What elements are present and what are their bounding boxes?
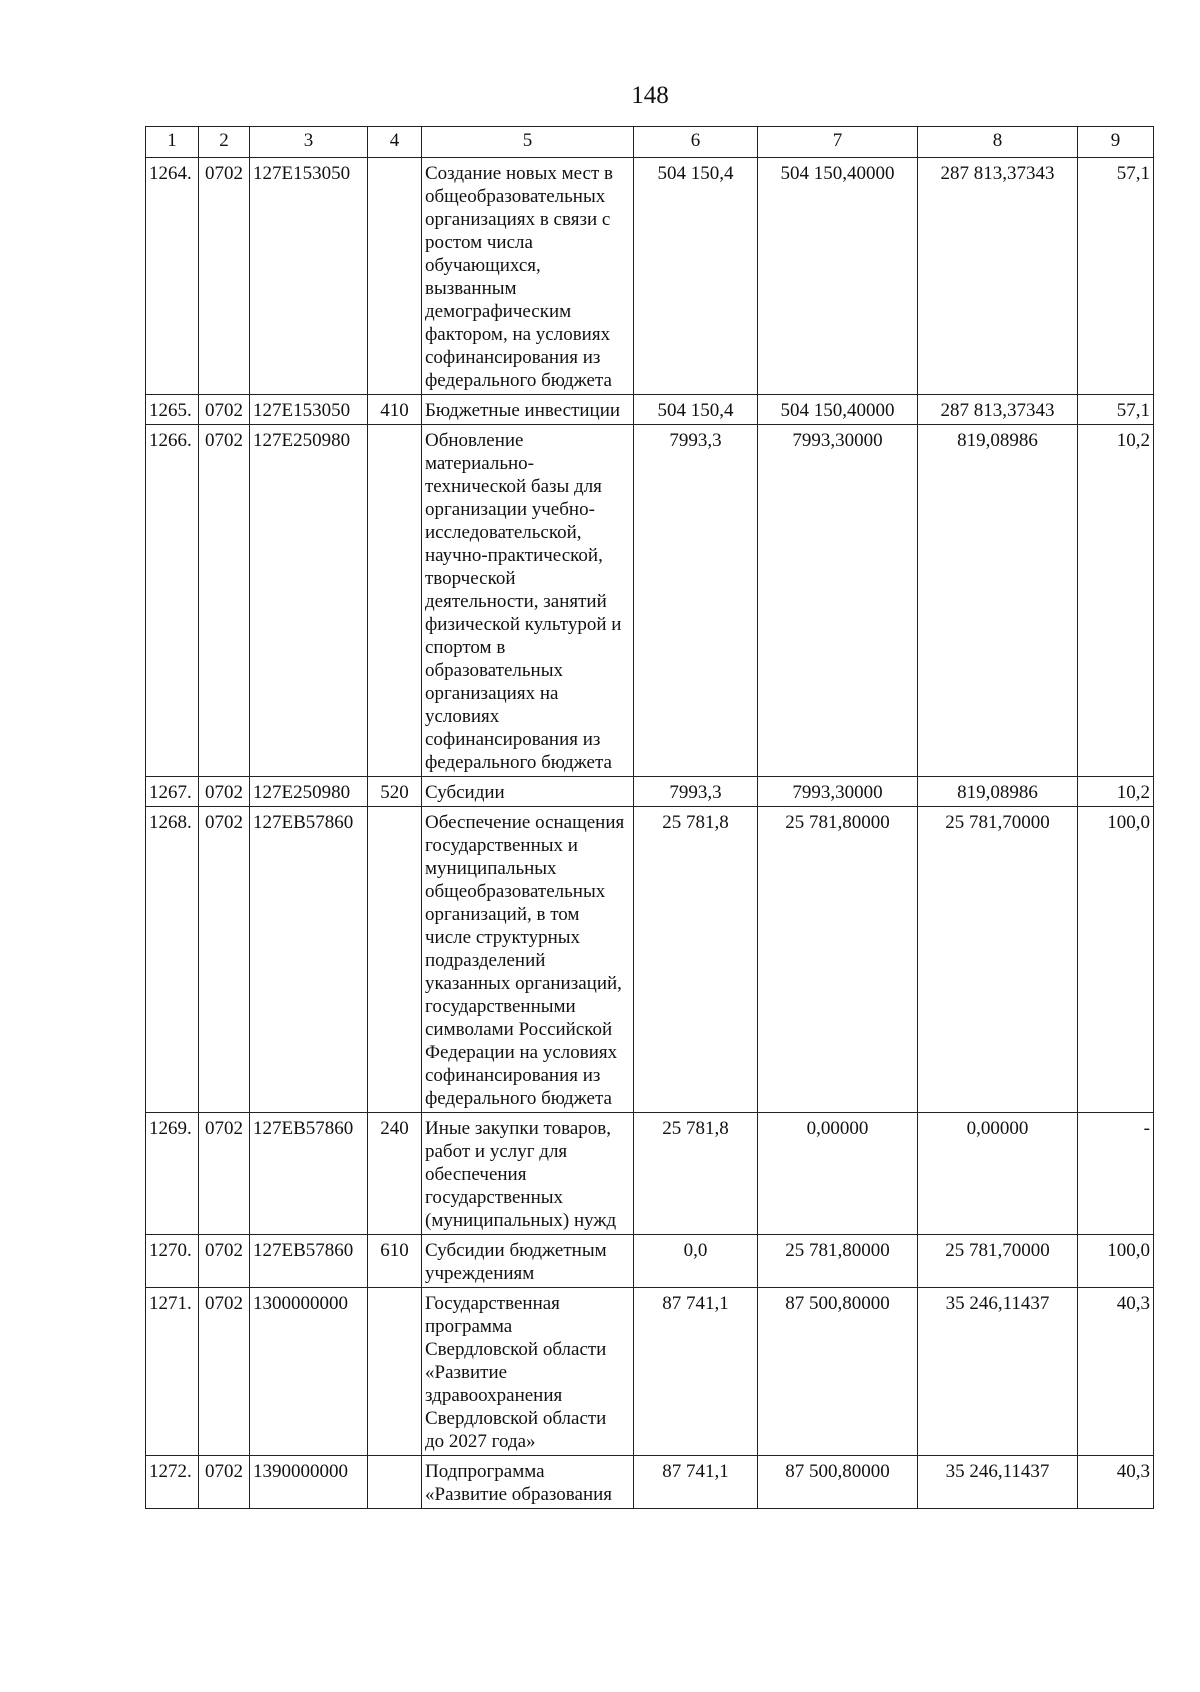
item-name-cell: Обновление материально-технической базы для организации учебно-исследовательской, научно-практической, творческой деятельности, занятий физической культурой и спортом в образовательных организациях на условиях софинансирования из федерального бюджета (422, 425, 634, 777)
executed-amount-cell: 35 246,11437 (918, 1288, 1078, 1456)
executed-amount-cell: 35 246,11437 (918, 1456, 1078, 1509)
page-number: 148 (631, 82, 669, 109)
target-code-cell: 1300000000 (250, 1288, 368, 1456)
target-code-cell: 127E153050 (250, 395, 368, 425)
execution-percent-cell: 10,2 (1078, 425, 1154, 777)
table-row (146, 1235, 1154, 1288)
expense-type-cell: 610 (368, 1235, 422, 1288)
expense-type-cell (368, 1456, 422, 1509)
approved-amount-cell: 504 150,4 (634, 395, 758, 425)
target-code-cell: 127E250980 (250, 777, 368, 807)
target-code-cell: 127EB57860 (250, 807, 368, 1113)
item-name-cell: Субсидии бюджетным учреждениям (422, 1235, 634, 1288)
section-code-cell: 0702 (199, 1113, 250, 1235)
header-cell: 8 (918, 127, 1078, 158)
table-row (146, 807, 1154, 1113)
execution-percent-cell: 57,1 (1078, 395, 1154, 425)
header-cell: 2 (199, 127, 250, 158)
row-number-cell: 1265. (146, 395, 199, 425)
header-cell: 1 (146, 127, 199, 158)
target-code-cell: 127E250980 (250, 425, 368, 777)
section-code-cell: 0702 (199, 807, 250, 1113)
approved-amount-cell: 87 741,1 (634, 1456, 758, 1509)
item-name-cell: Государственная программа Свердловской области «Развитие здравоохранения Свердловской области до 2027 года» (422, 1288, 634, 1456)
row-number-cell: 1264. (146, 158, 199, 395)
executed-amount-cell: 0,00000 (918, 1113, 1078, 1235)
planned-amount-cell: 87 500,80000 (758, 1288, 918, 1456)
expense-type-cell: 240 (368, 1113, 422, 1235)
table-row (146, 1113, 1154, 1235)
item-name-cell: Создание новых мест в общеобразовательных организациях в связи с ростом числа обучающихся, вызванным демографическим фактором, на условиях софинансирования из федерального бюджета (422, 158, 634, 395)
row-number-cell: 1272. (146, 1456, 199, 1509)
target-code-cell: 127EB57860 (250, 1235, 368, 1288)
expense-type-cell (368, 807, 422, 1113)
header-cell: 6 (634, 127, 758, 158)
table-row (146, 1288, 1154, 1456)
target-code-cell: 1390000000 (250, 1456, 368, 1509)
table-row (146, 395, 1154, 425)
planned-amount-cell: 0,00000 (758, 1113, 918, 1235)
header-cell: 5 (422, 127, 634, 158)
section-code-cell: 0702 (199, 1456, 250, 1509)
expense-type-cell: 520 (368, 777, 422, 807)
section-code-cell: 0702 (199, 395, 250, 425)
section-code-cell: 0702 (199, 1235, 250, 1288)
section-code-cell: 0702 (199, 777, 250, 807)
execution-percent-cell: - (1078, 1113, 1154, 1235)
executed-amount-cell: 287 813,37343 (918, 158, 1078, 395)
approved-amount-cell: 7993,3 (634, 425, 758, 777)
expense-type-cell: 410 (368, 395, 422, 425)
row-number-cell: 1268. (146, 807, 199, 1113)
approved-amount-cell: 0,0 (634, 1235, 758, 1288)
approved-amount-cell: 25 781,8 (634, 807, 758, 1113)
execution-percent-cell: 40,3 (1078, 1288, 1154, 1456)
table-row (146, 777, 1154, 807)
header-cell: 3 (250, 127, 368, 158)
section-code-cell: 0702 (199, 158, 250, 395)
section-code-cell: 0702 (199, 1288, 250, 1456)
execution-percent-cell: 100,0 (1078, 1235, 1154, 1288)
item-name-cell: Субсидии (422, 777, 634, 807)
target-code-cell: 127EB57860 (250, 1113, 368, 1235)
header-row (146, 127, 1154, 158)
approved-amount-cell: 25 781,8 (634, 1113, 758, 1235)
header-cell: 4 (368, 127, 422, 158)
approved-amount-cell: 504 150,4 (634, 158, 758, 395)
item-name-cell: Подпрограмма «Развитие образования (422, 1456, 634, 1509)
expense-type-cell (368, 425, 422, 777)
row-number-cell: 1267. (146, 777, 199, 807)
planned-amount-cell: 7993,30000 (758, 777, 918, 807)
planned-amount-cell: 7993,30000 (758, 425, 918, 777)
executed-amount-cell: 819,08986 (918, 777, 1078, 807)
row-number-cell: 1266. (146, 425, 199, 777)
expense-type-cell (368, 158, 422, 395)
executed-amount-cell: 25 781,70000 (918, 807, 1078, 1113)
budget-table (145, 126, 1154, 1509)
item-name-cell: Бюджетные инвестиции (422, 395, 634, 425)
table-row (146, 1456, 1154, 1509)
target-code-cell: 127E153050 (250, 158, 368, 395)
approved-amount-cell: 87 741,1 (634, 1288, 758, 1456)
approved-amount-cell: 7993,3 (634, 777, 758, 807)
execution-percent-cell: 10,2 (1078, 777, 1154, 807)
item-name-cell: Иные закупки товаров, работ и услуг для обеспечения государственных (муниципальных) нужд (422, 1113, 634, 1235)
executed-amount-cell: 25 781,70000 (918, 1235, 1078, 1288)
row-number-cell: 1269. (146, 1113, 199, 1235)
execution-percent-cell: 57,1 (1078, 158, 1154, 395)
planned-amount-cell: 25 781,80000 (758, 1235, 918, 1288)
header-cell: 9 (1078, 127, 1154, 158)
expense-type-cell (368, 1288, 422, 1456)
table-row (146, 158, 1154, 395)
executed-amount-cell: 287 813,37343 (918, 395, 1078, 425)
row-number-cell: 1270. (146, 1235, 199, 1288)
planned-amount-cell: 87 500,80000 (758, 1456, 918, 1509)
table-row (146, 425, 1154, 777)
planned-amount-cell: 504 150,40000 (758, 395, 918, 425)
row-number-cell: 1271. (146, 1288, 199, 1456)
planned-amount-cell: 25 781,80000 (758, 807, 918, 1113)
planned-amount-cell: 504 150,40000 (758, 158, 918, 395)
execution-percent-cell: 100,0 (1078, 807, 1154, 1113)
item-name-cell: Обеспечение оснащения государственных и муниципальных общеобразовательных организаций, в том числе структурных подразделений указанных организаций, государственными символами Российской Федерации на условиях софинансирования из федерального бюджета (422, 807, 634, 1113)
section-code-cell: 0702 (199, 425, 250, 777)
executed-amount-cell: 819,08986 (918, 425, 1078, 777)
header-cell: 7 (758, 127, 918, 158)
execution-percent-cell: 40,3 (1078, 1456, 1154, 1509)
